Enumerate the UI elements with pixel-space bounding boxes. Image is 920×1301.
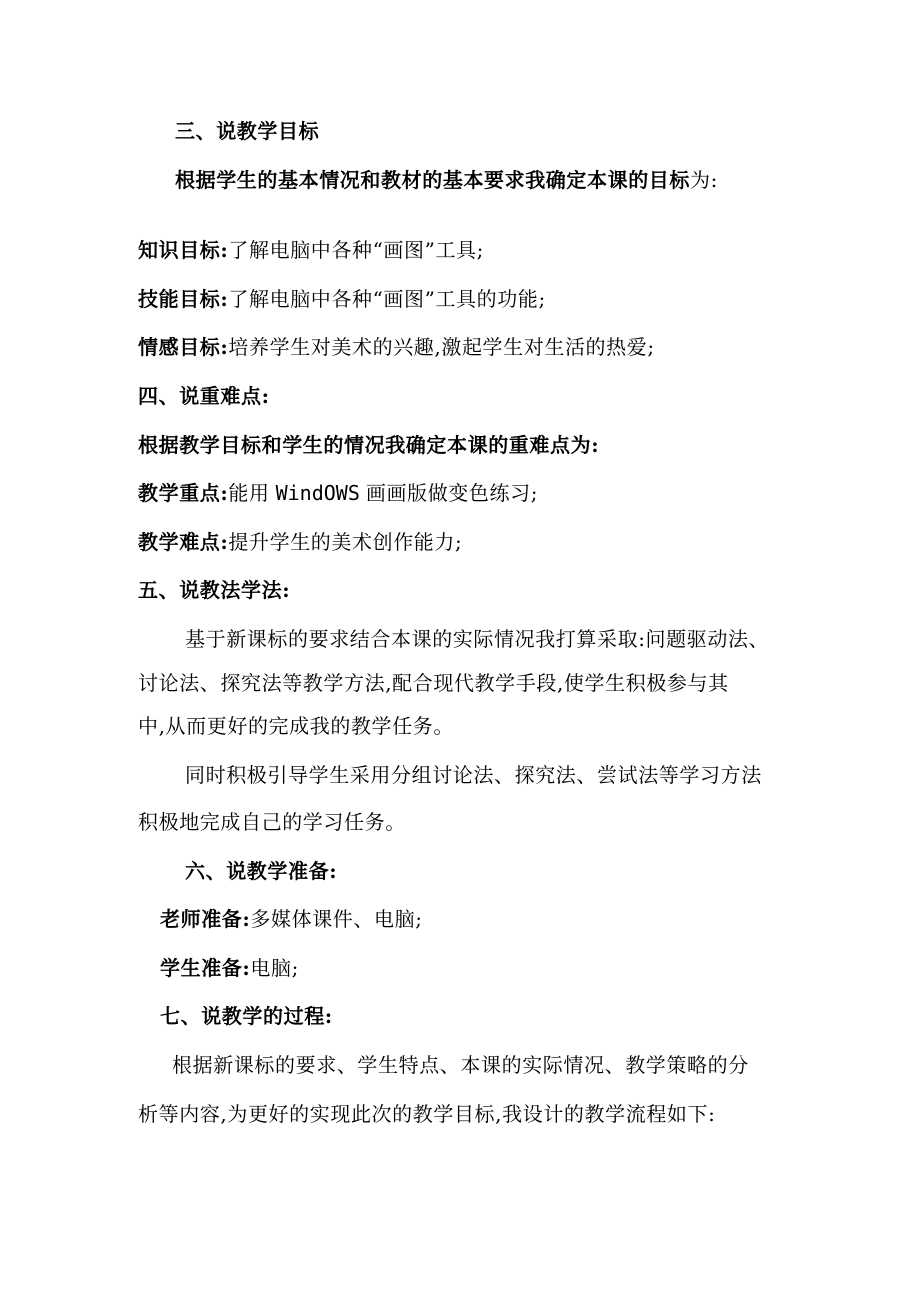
section-7-heading: 七、说教学的过程:: [160, 1004, 333, 1028]
section-3-intro-bold: 根据学生的基本情况和教材的基本要求我确定本课的目标: [175, 168, 690, 192]
difficulty-point: [138, 528, 462, 556]
difficulty-text: 提升学生的美术创作能力;: [228, 530, 463, 554]
key-point-pre: 能用: [228, 481, 270, 505]
goal-knowledge-label: 知识目标:: [138, 238, 229, 262]
section-5-heading: 五、说教法学法:: [138, 578, 291, 602]
goal-emotion-label: 情感目标:: [138, 335, 229, 359]
section-7-para-line1: 根据新课标的要求、学生特点、本课的实际情况、教学策略的分: [172, 1053, 749, 1077]
goal-knowledge: [138, 236, 484, 264]
student-prep-text: 电脑;: [250, 956, 299, 980]
goal-emotion: [138, 333, 655, 361]
goal-knowledge-text: 了解电脑中各种“画图”工具;: [228, 238, 484, 262]
section-5-para1-line1: 基于新课标的要求结合本课的实际情况我打算采取:问题驱动法、: [185, 627, 770, 651]
section-6-heading: 六、说教学准备:: [185, 859, 338, 883]
key-point-post: 画画版做变色练习;: [365, 481, 539, 505]
student-prep-label: 学生准备:: [160, 956, 251, 980]
goal-emotion-text: 培养学生对美术的兴趣,激起学生对生活的热爱;: [228, 335, 655, 359]
teacher-prep: [160, 905, 423, 933]
section-5-para1-line3: 中,从而更好的完成我的教学任务。: [138, 714, 454, 738]
goal-skill: [138, 285, 546, 313]
section-5-para2-line1: 同时积极引导学生采用分组讨论法、探究法、尝试法等学习方法: [185, 763, 762, 787]
section-4-heading: 四、说重难点:: [138, 384, 270, 408]
section-7-para-line2: 析等内容,为更好的实现此次的教学目标,我设计的教学流程如下:: [138, 1102, 716, 1126]
section-4-intro: 根据教学目标和学生的情况我确定本课的重难点为:: [138, 433, 600, 457]
key-point-label: 教学重点:: [138, 481, 229, 505]
section-3-intro: [175, 166, 718, 194]
section-3-intro-tail: 为:: [690, 168, 718, 192]
section-5-para1-line2: 讨论法、探究法等教学方法,配合现代教学手段,使学生积极参与其: [138, 671, 729, 695]
student-prep: [160, 954, 299, 982]
teacher-prep-text: 多媒体课件、电脑;: [250, 907, 423, 931]
difficulty-label: 教学难点:: [138, 530, 229, 554]
goal-skill-text: 了解电脑中各种“画图”工具的功能;: [228, 287, 546, 311]
section-3-heading: 三、说教学目标: [175, 119, 320, 143]
goal-skill-label: 技能目标:: [138, 287, 229, 311]
teacher-prep-label: 老师准备:: [160, 907, 251, 931]
key-point: [138, 479, 538, 507]
key-point-en: WindOWS: [275, 481, 360, 505]
section-5-para2-line2: 积极地完成自己的学习任务。: [138, 810, 406, 834]
